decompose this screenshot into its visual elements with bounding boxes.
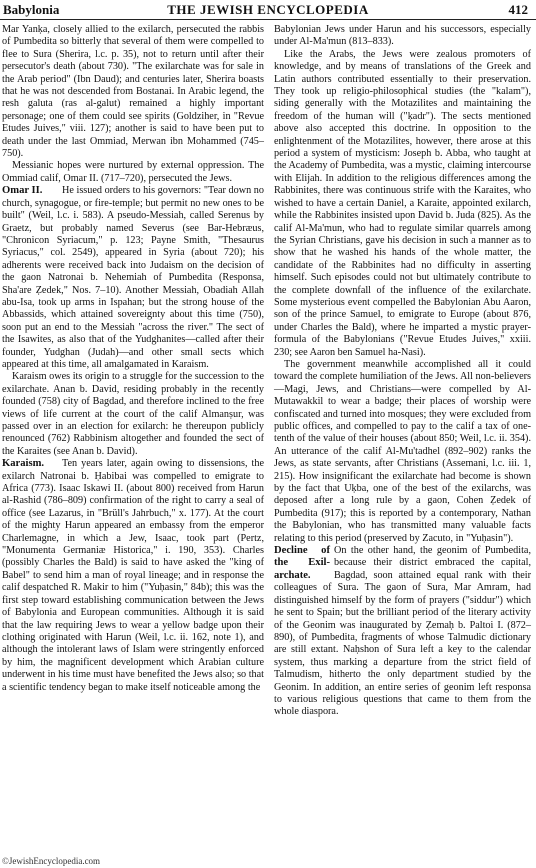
paragraph-text: On the other hand, the geonim of Pumbedita, because their district embraced the capital, Bagdad, soon attained equal rank with their colleagues of Sura. The gaon of Sura, Mar Amram, had distinguished himself by the form of prayers ("siddur") which he sent to Spain; but the brilliant period of the literary activity of the Geonim was inaugurated by Ẓemaḥ b. Paltoi I. (872–890), of Pumbedita, fragments of whose Talmudic dictionary are still extant. Naḥshon of Sura left a key to the calendar system, thus marking a departure from the strict field of Talmudism, hitherto the only department studied by the Geonim. In addition, an entire series of geonim left responsa to various religious questions that came to them from the whole diaspora. bbox=[274, 545, 531, 718]
watermark: ©JewishEncyclopedia.com bbox=[2, 856, 101, 866]
paragraph: Babylonian Jews under Harun and his successors, especially under Al-Ma'mun (813–833). bbox=[274, 24, 531, 48]
paragraph: The government meanwhile accomplished all it could toward the complete humiliation of the Jews. All non-believers—Magi, Jews, and Christians—were compelled by Al-Mutawakkil to wear a badge; their places of worship were confiscated and turned into mosques; they were excluded from public offices, and compelled to pay to the calif a tax of one-tenth of the value of their houses (about 850; Weil, l.c. ii. 354). An utterance of the calif Al-Mu'tadhel (892–902) ranks the Jews, as state servants, after Christians (Assemani, l.c. iii. 1, 215). How insignificant the exilarchate had become is shown by the fact that Uḳba, one of the best of the exilarchs, was deposed after a long rule by a gaon, Cohen Ẓedek of Pumbedita (917); this is reported by a contemporary, Nathan the Babylonian, who has transmitted many valuable facts relating to this period (preserved by Zacuto, in "Yuḥasin"). bbox=[274, 358, 531, 544]
paragraph bbox=[2, 185, 264, 371]
paragraph-text: He issued orders to his governors: "Tear down no church, synagogue, or fire-temple; but permit no new ones to be built" (Weil, l.c. i. 583). A pseudo-Messiah, called Serenus by Graetz, but probably named Severus (see Bar-Hebræus, "Chronicon Syriacum," p. 123; Payne Smith, "Thesaurus Syriacus," col. 2549), appeared in Syria (about 720); his adherents were received back into Judaism on the decision of the gaon Natronai b. Nehemiah of Pumbedita (Responsa, Sha'are Ẓedek," Nos. 7–10). Another Messiah, Obadiah Allah abu-Isa, took up arms in Ispahan; but the strong house of the Abbassids, which attained sovereignty about this time (750), soon put an end to the Messiah "across the river." The sect of the Isawites, as also that of the Yudghanites—called after their founder, Yudghan (Judah)—and other small sects which appeared at this time, all amalgamated in Karaism. bbox=[2, 185, 264, 370]
page-header bbox=[0, 0, 536, 20]
paragraph bbox=[2, 458, 264, 694]
paragraph: Karaism owes its origin to a struggle for the succession to the exilarchate. Anan b. David, residing probably in the recently founded (758) city of Bagdad, and therefore inclined to the free views of life current at the court of the calif Almanṣur, was passed over in an election for exilarch: he thereupon publicly renounced (762) Rabbinism altogether and founded the sect of the Karaites (see Anan b. David). bbox=[2, 371, 264, 457]
paragraph: Mar Yanḳa, closely allied to the exilarch, persecuted the rabbis of Pumbedita so bitterly that several of them were compelled to flee to Sura (Sherira, l.c. p. 35), not to return until after their persecutor's death (about 730). "The exilarchate was for sale in the Arab period" (Ibn Daud); and centuries later, Sherira boasts that he was not descended from Bostanai. In Arabic legend, the resh galuta (ras al-galut) remained a highly important personage; one of them could see spirits (Goldziher, in "Revue Etudes Juives," viii. 127); another is said to have been put to death under the last Ommiad, Merwan ibn Mohammed (745–750). bbox=[2, 24, 264, 160]
margin-heading-karaism: Karaism. bbox=[2, 458, 45, 470]
margin-heading-omar: Omar II. bbox=[2, 185, 43, 197]
section-title: Babylonia bbox=[3, 2, 60, 17]
paragraph bbox=[274, 545, 531, 719]
paragraph: Like the Arabs, the Jews were zealous promoters of knowledge, and by means of translations of the Greek and Latin authors contributed essentially to their preservation. They took up religio-philosophical studies (the "kalam"), siding generally with the Motazilites and maintaining the freedom of the human will ("ḳadr"). The sects mentioned above also accepted this doctrine. In opposition to the enlightenment of the Motazilites, however, there arose at this period a system of mysticism: Joseph b. Abba, who taught at the Academy of Pumbedita, was a mystic, claiming intercourse with Elijah. In addition to the religious differences among the Rabbinites, there was continuous strife with the Karaites, who wished to have a certain Daniel, a Karaite, appointed exilarch, while the Rabbinites insisted upon David b. Juda (825). As the calif Al-Ma'mun, who had to regulate similar quarrels among the Syrian Christians, gave his decision in such a manner as to show that he washed his hands of the whole matter, the candidate of the Rabbinites had no difficulty in asserting himself. Such episodes could not but ultimately contribute to the complete downfall of the influence of the exilarchate. Some mysterious event compelled the Babylonian Abu Aaron, son of the prince Samuel, to emigrate to Europe (about 876, under Charles the Bald), where he imparted a mystic prayer-formula of the Babylonians ("Revue Etudes Juives," xxiii. 230; see Aaron ben Samuel ha-Nasi). bbox=[274, 48, 531, 358]
paragraph: Messianic hopes were nurtured by external oppression. The Ommiad calif, Omar II. (717–720), persecuted the Jews. bbox=[2, 160, 264, 184]
header-rule bbox=[0, 19, 536, 20]
page-number: 412 bbox=[508, 2, 528, 17]
paragraph-text: Ten years later, again owing to dissensions, the exilarch Natronai b. Ḥabibai was compelled to emigrate to Africa (773). Isaac Iskawi II. (about 800) received from Harun al-Rashid (786–809) confirmation of the right to carry a seal of office (see Lazarus, in "Brüll's Jahrbuch," x. 177). At the court of the mighty Harun appeared an embassy from the emperor Charlemagne, in which a Jew, Isaac, took part (Pertz, "Monumenta Germaniæ Historica," i. 190, 353). Charles (possibly Charles the Bald) is said to have asked the "king of Babel" to send him a man of royal lineage; and in response the calif despatched R. Makir to him ("Yuḥasin," 84b); this was the first step toward establishing communication between the Jews of Babylonia and European communities. Although it is said that the law requiring Jews to wear a yellow badge upon their clothing originated with Harun (Weil, l.c. ii. 162, note 1), and although the intolerant laws of Islam were stringently enforced by him, the magnificent development which Arabian culture underwent in his time must have benefited the Jews also; so that a scientific tendency began to make itself noticeable among the bbox=[2, 458, 264, 693]
publication-title: THE JEWISH ENCYCLOPEDIA bbox=[167, 2, 369, 17]
left-column bbox=[2, 24, 264, 694]
margin-heading-decline: Decline of the Exil-archate. bbox=[274, 545, 330, 581]
right-column bbox=[274, 24, 531, 719]
